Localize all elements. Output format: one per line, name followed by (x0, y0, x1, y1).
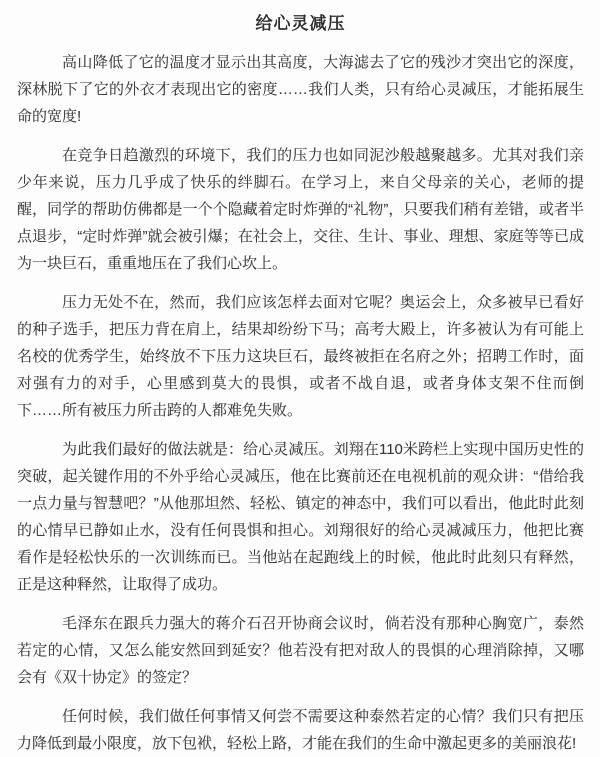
essay-paragraph-5: 毛泽东在跟兵力强大的蒋介石召开协商会议时，倘若没有那种心胸宽广，泰然若定的心情，又怎么能安然回到延安？他若没有把对敌人的畏惧的心理消除掉，又哪会有《双十协定》的签定？ (17, 615, 584, 686)
essay-paragraph-2: 在竞争日趋激烈的环境下，我们的压力也如同泥沙般越聚越多。尤其对我们亲少年来说，压力几乎成了快乐的绊脚石。在学习上，来自父母亲的关心，老师的提醒，同学的帮助仿佛都是一个个隐藏着定时炸弹的“礼物”，只要我们稍有差错，或者半点退步，“定时炸弹”就会被引爆；在社会上，交往、生计、事业、理想、家庭等等已成为一块巨石，重重地压在了我们心坎上。 (17, 147, 584, 272)
essay-paragraph-1: 高山降低了它的温度才显示出其高度，大海滤去了它的残沙才突出它的深度，深林脱下了它的外衣才表现出它的密度……我们人类，只有给心灵减压，才能拓展生命的宽度! (17, 54, 584, 125)
essay-title: 给心灵减压 (255, 14, 346, 33)
essay-paragraph-6: 任何时候，我们做任何事情又何尝不需要这种泰然若定的心情？我们只有把压力降低到最小限度，放下包袱，轻松上路，才能在我们的生命中激起更多的美丽浪花! (17, 708, 584, 752)
essay-paragraph-3: 压力无处不在，然而，我们应该怎样去面对它呢？奥运会上，众多被早已看好的种子选手，把压力背在肩上，结果却纷纷下马；高考大殿上，许多被认为有可能上名校的优秀学生，始终放不下压力这块巨石，最终被拒在名府之外；招聘工作时，面对强有力的对手，心里感到莫大的畏惧，或者不战自退，或者身体支架不住而倒下……所有被压力所击跨的人都难免失败。 (17, 294, 584, 419)
essay-paragraph-4: 为此我们最好的做法就是：给心灵减压。刘翔在110米跨栏上实现中国历史性的突破，起关键作用的不外乎给心灵减压，他在比赛前还在电视机前的观众讲：“借给我一点力量与智慧吧？”从他那坦然、轻松、镇定的神态中，我们可以看出，他此时此刻的心情早已静如止水，没有任何畏惧和担心。刘翔很好的给心灵减减压力，他把比赛看作是轻松快乐的一次训练而已。当他站在起跑线上的时候，他此时此刻只有释然，正是这种释然，让取得了成功。 (17, 441, 584, 593)
